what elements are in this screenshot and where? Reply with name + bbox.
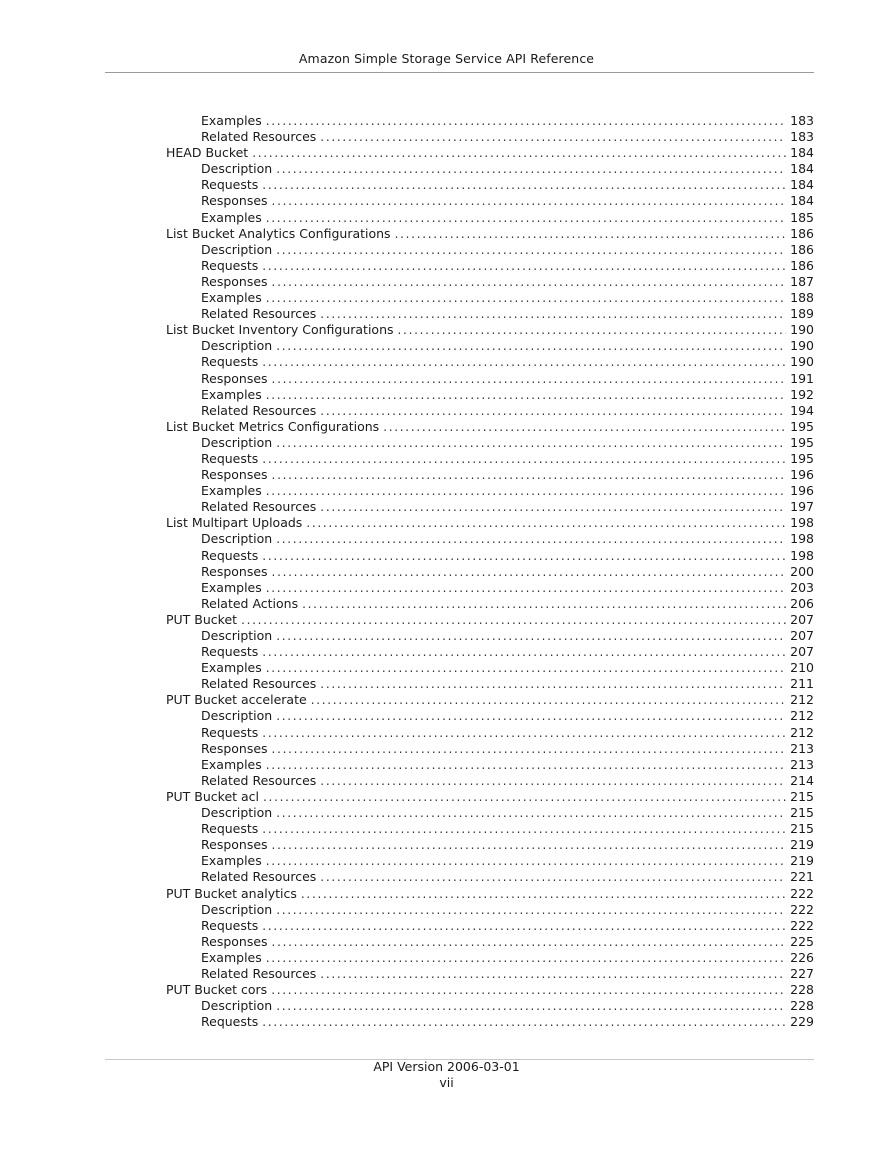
toc-entry-label: Description	[201, 241, 273, 257]
toc-subsection-entry[interactable]	[166, 338, 814, 354]
toc-section-entry[interactable]	[166, 322, 814, 338]
toc-entry-label: PUT Bucket accelerate	[166, 692, 307, 708]
toc-entry-page-number: 221	[790, 869, 814, 885]
toc-dot-leader	[320, 676, 786, 692]
toc-subsection-entry[interactable]	[166, 708, 814, 724]
toc-entry-page-number: 189	[790, 306, 814, 322]
toc-entry-page-number: 184	[790, 145, 814, 161]
toc-dot-leader	[262, 451, 786, 467]
toc-entry-label: Requests	[201, 821, 259, 837]
toc-entry-label: Requests	[201, 644, 259, 660]
toc-entry-label: Description	[201, 805, 273, 821]
toc-dot-leader	[398, 322, 786, 338]
toc-subsection-entry[interactable]	[166, 660, 814, 676]
toc-subsection-entry[interactable]	[166, 628, 814, 644]
toc-entry-page-number: 195	[790, 418, 814, 434]
toc-entry-label: Description	[201, 901, 273, 917]
toc-subsection-entry[interactable]	[166, 966, 814, 982]
toc-dot-leader	[276, 161, 786, 177]
toc-entry-label: Responses	[201, 837, 268, 853]
toc-entry-page-number: 222	[790, 885, 814, 901]
toc-section-entry[interactable]	[166, 612, 814, 628]
toc-subsection-entry[interactable]	[166, 451, 814, 467]
toc-dot-leader	[302, 596, 786, 612]
toc-subsection-entry[interactable]	[166, 483, 814, 499]
toc-entry-page-number: 184	[790, 193, 814, 209]
toc-entry-page-number: 219	[790, 837, 814, 853]
toc-subsection-entry[interactable]	[166, 869, 814, 885]
toc-entry-page-number: 183	[790, 113, 814, 128]
toc-entry-page-number: 212	[790, 692, 814, 708]
toc-dot-leader	[276, 531, 786, 547]
toc-entry-label: List Bucket Inventory Configurations	[166, 322, 394, 338]
toc-section-entry[interactable]	[166, 419, 814, 435]
toc-entry-label: PUT Bucket cors	[166, 982, 268, 998]
toc-dot-leader	[262, 354, 786, 370]
toc-entry-page-number: 192	[790, 386, 814, 402]
toc-entry-label: Responses	[201, 563, 268, 579]
toc-entry-page-number: 187	[790, 273, 814, 289]
toc-entry-label: Requests	[201, 1014, 259, 1030]
toc-subsection-entry[interactable]	[166, 161, 814, 177]
toc-entry-page-number: 213	[790, 740, 814, 756]
toc-dot-leader	[262, 918, 786, 934]
toc-entry-page-number: 207	[790, 628, 814, 643]
toc-dot-leader	[266, 660, 786, 676]
toc-dot-leader	[320, 499, 786, 515]
toc-dot-leader	[383, 419, 786, 435]
toc-subsection-entry[interactable]	[166, 676, 814, 692]
toc-entry-page-number: 183	[790, 129, 814, 145]
toc-entry-page-number: 184	[790, 177, 814, 193]
toc-entry-page-number: 196	[790, 483, 814, 499]
toc-entry-label: Related Resources	[201, 676, 317, 692]
toc-subsection-entry[interactable]	[166, 435, 814, 451]
toc-section-entry[interactable]	[166, 886, 814, 902]
toc-entry-label: Examples	[201, 386, 262, 402]
toc-subsection-entry[interactable]	[166, 354, 814, 370]
toc-entry-page-number: 212	[790, 724, 814, 740]
toc-entry-label: Requests	[201, 547, 259, 563]
toc-entry-page-number: 198	[790, 515, 814, 531]
toc-entry-page-number: 194	[790, 402, 814, 418]
api-version: API Version 2006-03-01	[373, 1059, 520, 1074]
toc-entry-label: Requests	[201, 177, 259, 193]
toc-entry-label: List Bucket Analytics Configurations	[166, 225, 391, 241]
toc-entry-page-number: 207	[790, 644, 814, 660]
toc-subsection-entry[interactable]	[166, 387, 814, 403]
toc-subsection-entry[interactable]	[166, 210, 814, 226]
toc-subsection-entry[interactable]	[166, 499, 814, 515]
toc-dot-leader	[266, 950, 786, 966]
toc-dot-leader	[306, 515, 786, 531]
toc-subsection-entry[interactable]	[166, 177, 814, 193]
header-divider	[105, 72, 814, 73]
toc-entry-page-number: 186	[790, 257, 814, 273]
toc-entry-page-number: 207	[790, 611, 814, 627]
toc-dot-leader	[301, 886, 786, 902]
toc-entry-label: Related Resources	[201, 499, 317, 515]
toc-entry-label: PUT Bucket	[166, 611, 238, 627]
toc-subsection-entry[interactable]	[166, 258, 814, 274]
toc-entry-label: Requests	[201, 354, 259, 370]
toc-entry-label: Description	[201, 531, 273, 547]
toc-entry-label: Related Resources	[201, 306, 317, 322]
toc-subsection-entry[interactable]	[166, 306, 814, 322]
toc-entry-page-number: 198	[790, 547, 814, 563]
toc-entry-page-number: 229	[790, 1014, 814, 1030]
toc-dot-leader	[276, 242, 786, 258]
toc-entry-label: Examples	[201, 290, 262, 306]
toc-dot-leader	[272, 467, 786, 483]
toc-entry-label: Examples	[201, 756, 262, 772]
toc-dot-leader	[262, 1014, 786, 1030]
toc-subsection-entry[interactable]	[166, 644, 814, 660]
toc-dot-leader	[320, 129, 786, 145]
table-of-contents	[166, 113, 814, 1030]
toc-dot-leader	[266, 113, 786, 129]
toc-entry-label: Examples	[201, 949, 262, 965]
toc-entry-label: Responses	[201, 193, 268, 209]
toc-subsection-entry[interactable]	[166, 853, 814, 869]
toc-entry-page-number: 198	[790, 531, 814, 547]
toc-dot-leader	[266, 290, 786, 306]
toc-entry-label: Responses	[201, 370, 268, 386]
toc-entry-label: Requests	[201, 450, 259, 466]
document-title: Amazon Simple Storage Service API Reference	[298, 51, 595, 66]
toc-entry-label: PUT Bucket acl	[166, 788, 260, 804]
toc-dot-leader	[395, 226, 786, 242]
toc-entry-page-number: 227	[790, 965, 814, 981]
toc-entry-label: Requests	[201, 257, 259, 273]
page-number: vii	[439, 1075, 454, 1090]
toc-dot-leader	[266, 387, 786, 403]
toc-subsection-entry[interactable]	[166, 998, 814, 1014]
toc-entry-label: Related Resources	[201, 772, 317, 788]
toc-dot-leader	[311, 692, 786, 708]
toc-entry-page-number: 222	[790, 901, 814, 917]
toc-subsection-entry[interactable]	[166, 902, 814, 918]
toc-entry-page-number: 211	[790, 676, 814, 692]
toc-dot-leader	[266, 210, 786, 226]
toc-dot-leader	[320, 403, 786, 419]
toc-entry-page-number: 200	[790, 563, 814, 579]
toc-entry-page-number: 210	[790, 660, 814, 676]
toc-dot-leader	[320, 773, 786, 789]
toc-subsection-entry[interactable]	[166, 113, 814, 129]
toc-entry-label: Examples	[201, 113, 262, 128]
toc-dot-leader	[252, 145, 786, 161]
toc-entry-label: Related Actions	[201, 595, 299, 611]
toc-entry-label: Examples	[201, 660, 262, 676]
toc-entry-label: List Multipart Uploads	[166, 515, 303, 531]
toc-subsection-entry[interactable]	[166, 129, 814, 145]
toc-entry-label: Requests	[201, 917, 259, 933]
toc-entry-page-number: 190	[790, 322, 814, 338]
toc-subsection-entry[interactable]	[166, 580, 814, 596]
toc-dot-leader	[272, 934, 786, 950]
toc-entry-page-number: 226	[790, 949, 814, 965]
toc-dot-leader	[262, 821, 786, 837]
toc-section-entry[interactable]	[166, 226, 814, 242]
toc-entry-page-number: 186	[790, 225, 814, 241]
toc-dot-leader	[276, 708, 786, 724]
toc-section-entry[interactable]	[166, 789, 814, 805]
toc-subsection-entry[interactable]	[166, 950, 814, 966]
toc-entry-label: Responses	[201, 740, 268, 756]
toc-dot-leader	[271, 982, 786, 998]
toc-dot-leader	[262, 725, 786, 741]
toc-dot-leader	[272, 564, 786, 580]
toc-subsection-entry[interactable]	[166, 757, 814, 773]
toc-entry-label: Responses	[201, 467, 268, 483]
toc-entry-page-number: 191	[790, 370, 814, 386]
toc-entry-page-number: 203	[790, 579, 814, 595]
toc-dot-leader	[266, 483, 786, 499]
toc-entry-label: Related Resources	[201, 869, 317, 885]
toc-subsection-entry[interactable]	[166, 837, 814, 853]
toc-subsection-entry[interactable]	[166, 773, 814, 789]
toc-dot-leader	[262, 177, 786, 193]
toc-subsection-entry[interactable]	[166, 371, 814, 387]
toc-dot-leader	[276, 902, 786, 918]
toc-section-entry[interactable]	[166, 145, 814, 161]
toc-dot-leader	[266, 757, 786, 773]
toc-dot-leader	[320, 869, 786, 885]
toc-entry-page-number: 214	[790, 772, 814, 788]
toc-dot-leader	[266, 580, 786, 596]
toc-dot-leader	[276, 338, 786, 354]
toc-entry-label: Description	[201, 628, 273, 643]
toc-entry-page-number: 195	[790, 434, 814, 450]
toc-subsection-entry[interactable]	[166, 741, 814, 757]
toc-subsection-entry[interactable]	[166, 1014, 814, 1030]
toc-subsection-entry[interactable]	[166, 403, 814, 419]
toc-subsection-entry[interactable]	[166, 242, 814, 258]
toc-entry-label: Description	[201, 998, 273, 1014]
toc-dot-leader	[276, 998, 786, 1014]
toc-entry-page-number: 212	[790, 708, 814, 724]
toc-subsection-entry[interactable]	[166, 918, 814, 934]
toc-dot-leader	[320, 966, 786, 982]
toc-entry-label: Related Resources	[201, 129, 317, 145]
toc-dot-leader	[241, 612, 786, 628]
toc-entry-page-number: 219	[790, 853, 814, 869]
toc-dot-leader	[263, 789, 786, 805]
toc-dot-leader	[320, 306, 786, 322]
toc-entry-label: Requests	[201, 724, 259, 740]
toc-entry-page-number: 213	[790, 756, 814, 772]
toc-entry-page-number: 215	[790, 788, 814, 804]
toc-entry-page-number: 186	[790, 241, 814, 257]
toc-entry-page-number: 185	[790, 209, 814, 225]
toc-entry-page-number: 215	[790, 805, 814, 821]
toc-dot-leader	[272, 837, 786, 853]
toc-subsection-entry[interactable]	[166, 805, 814, 821]
toc-dot-leader	[276, 805, 786, 821]
toc-entry-label: Related Resources	[201, 402, 317, 418]
toc-entry-page-number: 222	[790, 917, 814, 933]
toc-subsection-entry[interactable]	[166, 596, 814, 612]
toc-dot-leader	[272, 193, 786, 209]
toc-entry-label: Description	[201, 708, 273, 724]
toc-entry-label: Responses	[201, 933, 268, 949]
toc-subsection-entry[interactable]	[166, 531, 814, 547]
toc-entry-page-number: 228	[790, 998, 814, 1014]
toc-dot-leader	[266, 853, 786, 869]
toc-dot-leader	[276, 435, 786, 451]
toc-entry-page-number: 190	[790, 354, 814, 370]
toc-entry-page-number: 225	[790, 933, 814, 949]
toc-dot-leader	[262, 258, 786, 274]
toc-entry-label: Description	[201, 338, 273, 354]
toc-entry-label: Responses	[201, 273, 268, 289]
toc-entry-label: HEAD Bucket	[166, 145, 249, 161]
toc-entry-page-number: 190	[790, 338, 814, 354]
toc-subsection-entry[interactable]	[166, 548, 814, 564]
toc-dot-leader	[272, 371, 786, 387]
toc-subsection-entry[interactable]	[166, 193, 814, 209]
toc-subsection-entry[interactable]	[166, 934, 814, 950]
toc-subsection-entry[interactable]	[166, 274, 814, 290]
toc-section-entry[interactable]	[166, 515, 814, 531]
toc-entry-page-number: 184	[790, 161, 814, 177]
toc-entry-label: Examples	[201, 853, 262, 869]
toc-entry-page-number: 195	[790, 450, 814, 466]
toc-dot-leader	[276, 628, 786, 644]
toc-entry-label: Description	[201, 161, 273, 177]
toc-subsection-entry[interactable]	[166, 564, 814, 580]
toc-entry-label: Examples	[201, 209, 262, 225]
toc-entry-label: List Bucket Metrics Configurations	[166, 418, 380, 434]
toc-entry-label: Related Resources	[201, 965, 317, 981]
toc-subsection-entry[interactable]	[166, 290, 814, 306]
toc-entry-page-number: 206	[790, 595, 814, 611]
toc-entry-page-number: 188	[790, 290, 814, 306]
toc-subsection-entry[interactable]	[166, 467, 814, 483]
toc-entry-page-number: 228	[790, 982, 814, 998]
toc-entry-label: PUT Bucket analytics	[166, 885, 297, 901]
toc-subsection-entry[interactable]	[166, 725, 814, 741]
toc-subsection-entry[interactable]	[166, 821, 814, 837]
toc-entry-page-number: 197	[790, 499, 814, 515]
toc-entry-label: Description	[201, 434, 273, 450]
toc-entry-page-number: 215	[790, 821, 814, 837]
toc-dot-leader	[262, 644, 786, 660]
toc-entry-page-number: 196	[790, 467, 814, 483]
toc-entry-label: Examples	[201, 579, 262, 595]
toc-section-entry[interactable]	[166, 692, 814, 708]
toc-dot-leader	[272, 741, 786, 757]
toc-dot-leader	[272, 274, 786, 290]
toc-dot-leader	[262, 548, 786, 564]
toc-entry-label: Examples	[201, 483, 262, 499]
toc-section-entry[interactable]	[166, 982, 814, 998]
